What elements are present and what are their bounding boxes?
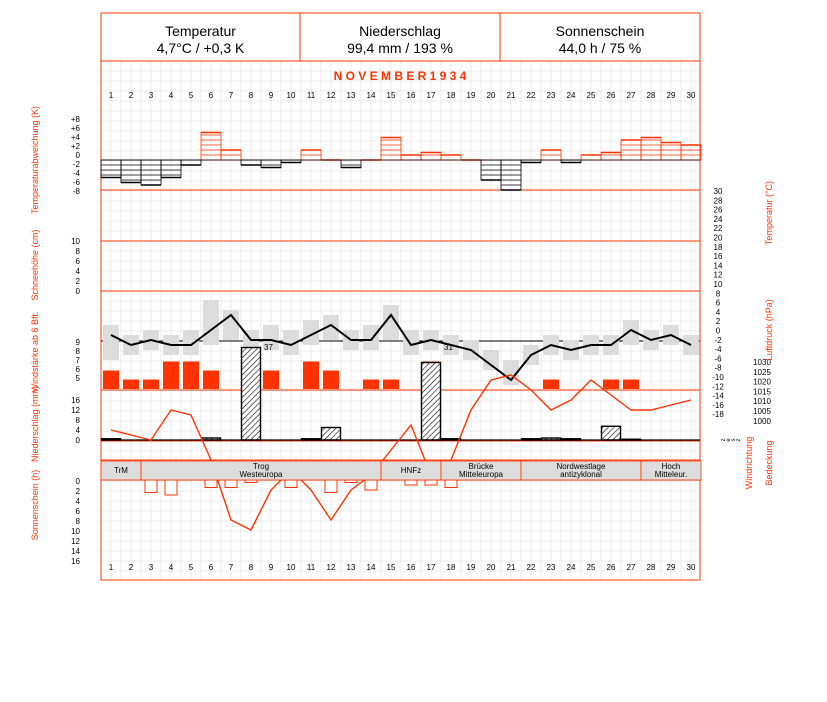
day-number-bottom: 2	[128, 563, 134, 572]
precip-bar	[242, 348, 261, 441]
tick-temperature: 18	[713, 242, 723, 252]
tick-precip: 4	[75, 426, 80, 435]
tick-precip: 0	[75, 436, 80, 445]
day-number-bottom: 14	[366, 563, 376, 572]
tick-precip: 16	[71, 396, 80, 405]
sunshine-bar	[285, 480, 297, 488]
day-number-bottom: 3	[148, 563, 154, 572]
day-number-top: 27	[626, 91, 636, 100]
tick-temp-anomaly: -8	[72, 187, 80, 196]
day-number-bottom: 10	[286, 563, 296, 572]
tick-temp-anomaly: -6	[72, 178, 80, 187]
tick-pressure: 1000	[753, 416, 771, 426]
tick-wind: 9	[75, 338, 80, 347]
tick-wind: 8	[75, 347, 80, 356]
weather-type-label: Mitteleuropa	[458, 470, 504, 479]
axis-title-pressure: Luftdruck (hPa)	[764, 299, 774, 361]
axis-title-cloud: Bedeckung	[764, 440, 774, 486]
tick-temperature: -6	[714, 354, 722, 364]
wind-block	[623, 380, 639, 390]
day-number-top: 24	[566, 91, 576, 100]
day-number-bottom: 16	[406, 563, 416, 572]
tick-snow: 4	[75, 267, 80, 276]
day-number-top: 20	[486, 91, 496, 100]
wind-block	[123, 380, 139, 390]
day-number-bottom: 27	[626, 563, 636, 572]
wind-block	[203, 371, 219, 390]
tick-sunshine: 14	[71, 547, 80, 556]
day-number-bottom: 8	[248, 563, 254, 572]
temp-range-bar	[403, 330, 419, 355]
day-number-top: 17	[426, 91, 436, 100]
day-number-bottom: 21	[506, 563, 516, 572]
weather-type-label: Westeuropa	[239, 470, 283, 479]
header-precipitation-value: 99,4 mm / 193 %	[347, 40, 453, 56]
tick-pressure: 1010	[753, 397, 771, 407]
day-number-top: 3	[148, 91, 154, 100]
day-number-top: 19	[466, 91, 476, 100]
wind-block	[323, 371, 339, 390]
tick-sunshine: 12	[71, 537, 80, 546]
wind-block	[303, 362, 319, 390]
tick-wind-dir: s	[731, 438, 737, 442]
tick-snow: 8	[75, 247, 80, 256]
weather-type-label: antizyklonal	[560, 470, 602, 479]
tick-temp-anomaly: -4	[72, 169, 80, 178]
day-number-bottom: 7	[228, 563, 234, 572]
axis-title-precip: Niederschlag (mm)	[30, 385, 40, 463]
day-number-bottom: 25	[586, 563, 596, 572]
day-number-top: 28	[646, 91, 656, 100]
tick-temperature: 4	[715, 307, 721, 317]
tick-temperature: 22	[713, 224, 723, 234]
tick-snow: 6	[75, 257, 80, 266]
day-number-top: 13	[346, 91, 356, 100]
day-number-top: 1	[108, 91, 114, 100]
temp-range-bar	[183, 330, 199, 355]
day-number-bottom: 19	[466, 563, 476, 572]
tick-snow: 0	[75, 287, 80, 296]
tick-temp-anomaly: -2	[72, 160, 80, 169]
wind-block	[163, 362, 179, 390]
day-number-top: 8	[248, 91, 254, 100]
day-number-bottom: 24	[566, 563, 576, 572]
day-number-bottom: 18	[446, 563, 456, 572]
day-number-top: 18	[446, 91, 456, 100]
tick-sunshine: 2	[75, 487, 80, 496]
sunshine-bar	[405, 480, 417, 485]
wind-block	[143, 380, 159, 390]
day-number-bottom: 9	[268, 563, 274, 572]
sunshine-bar	[425, 480, 437, 485]
tick-precip: 8	[75, 416, 80, 425]
tick-pressure: 1020	[753, 377, 771, 387]
tick-temperature: -4	[714, 345, 722, 355]
tick-temperature: 28	[713, 196, 723, 206]
sunshine-bar	[225, 480, 237, 488]
day-number-bottom: 30	[686, 563, 696, 572]
header-sunshine-value: 44,0 h / 75 %	[558, 40, 642, 56]
day-number-top: 5	[188, 91, 194, 100]
tick-temperature: 26	[713, 205, 723, 215]
weather-type-label: Nordwestlage	[556, 462, 606, 471]
wind-block	[543, 380, 559, 390]
precip-bar	[602, 426, 621, 440]
tick-temp-anomaly: +2	[70, 142, 80, 151]
tick-temp-anomaly: +6	[70, 124, 80, 133]
day-number-top: 2	[128, 91, 134, 100]
day-number-top: 11	[306, 91, 316, 100]
wind-block	[603, 380, 619, 390]
day-number-top: 6	[208, 91, 214, 100]
tick-sunshine: 4	[75, 497, 80, 506]
tick-wind: 5	[75, 374, 80, 383]
day-number-bottom: 15	[386, 563, 396, 572]
tick-wind-dir: e	[726, 438, 732, 442]
weather-type-label: Hoch	[661, 462, 681, 471]
day-number-bottom: 26	[606, 563, 616, 572]
day-number-bottom: 17	[426, 563, 436, 572]
sunshine-bar	[145, 480, 157, 493]
temp-range-bar	[203, 300, 219, 345]
day-number-top: 16	[406, 91, 416, 100]
header-sunshine-title: Sonnenschein	[555, 23, 645, 39]
axis-title-temperature: Temperatur (°C)	[764, 180, 774, 246]
axis-title-wind: Windstärke ab 6 Bft.	[30, 311, 40, 393]
tick-sunshine: 16	[71, 557, 80, 566]
sunshine-bar	[205, 480, 217, 488]
tick-temperature: -8	[714, 363, 722, 373]
weather-type-label: Brücke	[468, 462, 494, 471]
tick-wind: 6	[75, 365, 80, 374]
header-temperature-value: 4,7°C / +0,3 K	[156, 40, 245, 56]
month-label: N O V E M B E R 1 9 3 4	[333, 69, 467, 83]
day-number-bottom: 28	[646, 563, 656, 572]
tick-sunshine: 8	[75, 517, 80, 526]
day-number-bottom: 1	[108, 563, 114, 572]
tick-sunshine: 10	[71, 527, 80, 536]
tick-sunshine: 6	[75, 507, 80, 516]
grid-layer	[101, 61, 700, 580]
tick-sunshine: 0	[75, 477, 80, 486]
day-number-top: 23	[546, 91, 556, 100]
wind-block	[363, 380, 379, 390]
tick-pressure: 1025	[753, 367, 771, 377]
tick-temperature: 20	[713, 233, 723, 243]
tick-snow: 10	[71, 237, 80, 246]
tick-temperature: 0	[715, 326, 721, 336]
axis-title-wind_dir: Windrichtung	[744, 436, 754, 490]
day-number-bottom: 23	[546, 563, 556, 572]
tick-precip: 12	[71, 406, 80, 415]
tick-pressure: 1030	[753, 358, 771, 367]
day-number-bottom: 29	[666, 563, 676, 572]
day-number-top: 7	[228, 91, 234, 100]
axis-title-sunshine: Sonnenschein (h)	[30, 469, 40, 541]
day-number-top: 12	[326, 91, 336, 100]
wind-block	[383, 380, 399, 390]
tick-temperature: -12	[712, 382, 724, 392]
tick-temperature: -14	[712, 391, 724, 401]
precip-bar	[322, 428, 341, 441]
tick-pressure: 1005	[753, 407, 771, 416]
tick-temperature: -2	[714, 335, 722, 345]
tick-wind-dir: z	[721, 438, 727, 442]
day-number-bottom: 5	[188, 563, 194, 572]
axis-title-snow: Schneehöhe (cm)	[30, 229, 40, 301]
wind-block	[183, 362, 199, 390]
tick-temperature: 14	[713, 261, 723, 271]
precip-value-label: 37	[264, 343, 273, 352]
header-temperature-title: Temperatur	[165, 23, 236, 39]
tick-temperature: 24	[713, 214, 723, 224]
day-number-top: 4	[168, 91, 174, 100]
precip-bar	[422, 363, 441, 441]
day-number-bottom: 11	[306, 563, 316, 572]
day-number-top: 14	[366, 91, 376, 100]
tick-temp-anomaly: +8	[70, 115, 80, 124]
day-number-top: 15	[386, 91, 396, 100]
weather-type-label: HNFz	[400, 466, 422, 475]
tick-temperature: 16	[713, 252, 723, 262]
tick-wind-dir: z	[736, 438, 742, 442]
weather-type-label: TrM	[114, 466, 128, 475]
sunshine-bar	[445, 480, 457, 488]
day-number-bottom: 20	[486, 563, 496, 572]
day-number-bottom: 12	[326, 563, 336, 572]
tick-temperature: 30	[713, 187, 723, 196]
tick-pressure: 1015	[753, 387, 771, 397]
tick-temperature: -16	[712, 400, 724, 410]
day-number-bottom: 6	[208, 563, 214, 572]
day-number-top: 22	[526, 91, 536, 100]
temp-range-bar	[103, 325, 119, 360]
day-number-bottom: 13	[346, 563, 356, 572]
weather-type-label: Trog	[252, 462, 270, 471]
sunshine-bar	[165, 480, 177, 495]
tick-snow: 2	[75, 277, 80, 286]
day-number-top: 30	[686, 91, 696, 100]
tick-temperature: 8	[715, 289, 721, 299]
sunshine-bar	[365, 480, 377, 490]
tick-temp-anomaly: +4	[70, 133, 80, 142]
tick-temperature: 6	[715, 298, 721, 308]
axis-title-temp_anomaly: Temperaturabweichung (K)	[30, 105, 40, 215]
day-number-bottom: 22	[526, 563, 536, 572]
text-layer	[30, 69, 774, 572]
tick-temperature: 2	[715, 317, 721, 327]
tick-temperature: 12	[713, 270, 723, 280]
wind-block	[103, 371, 119, 390]
day-number-top: 9	[268, 91, 274, 100]
tick-temp-anomaly: 0	[75, 151, 80, 160]
precip-value-label: 31	[444, 343, 453, 352]
sunshine-bar	[325, 480, 337, 493]
day-number-top: 10	[286, 91, 296, 100]
day-number-top: 26	[606, 91, 616, 100]
day-number-top: 25	[586, 91, 596, 100]
temp-range-bar	[363, 325, 379, 350]
tick-temperature: 10	[713, 280, 723, 289]
header-precipitation-title: Niederschlag	[359, 23, 441, 39]
day-number-top: 21	[506, 91, 516, 100]
weather-type-label: Mitteleur.	[654, 470, 688, 479]
tick-temperature: -18	[712, 410, 724, 420]
day-number-top: 29	[666, 91, 676, 100]
tick-temperature: -10	[712, 373, 724, 382]
day-number-bottom: 4	[168, 563, 174, 572]
wind-block	[263, 371, 279, 390]
tick-wind: 7	[75, 356, 80, 365]
